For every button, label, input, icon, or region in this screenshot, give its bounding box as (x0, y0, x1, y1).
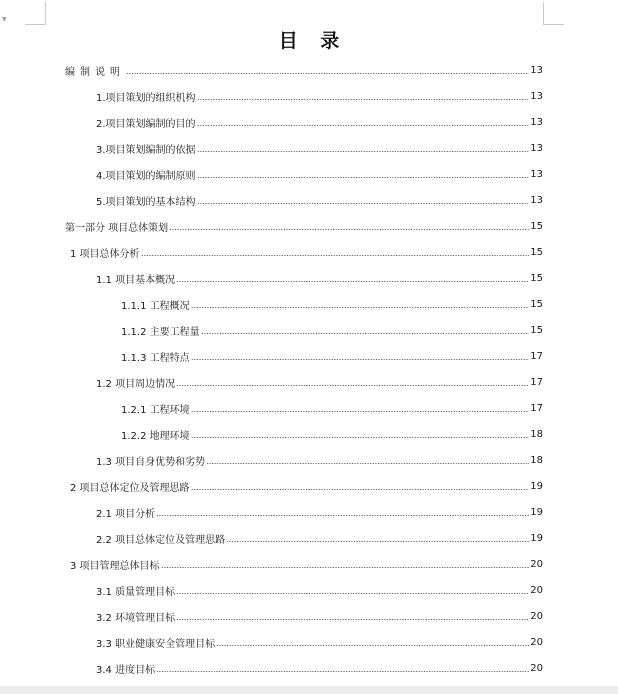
toc-entry[interactable] (0, 135, 543, 161)
toc-entry-label: 1.2 项目周边情况 (96, 378, 176, 390)
toc-entry[interactable] (0, 629, 543, 655)
toc-entry-page: 13 (530, 116, 543, 128)
toc-entry[interactable] (0, 343, 543, 369)
toc-entry[interactable] (0, 213, 543, 239)
toc-entry-page: 17 (530, 402, 543, 414)
toc-entry[interactable] (0, 109, 543, 135)
toc-entry-label: 1.1.3 工程特点 (121, 352, 190, 364)
toc-entry[interactable] (0, 239, 543, 265)
toc-entry-page: 17 (530, 376, 543, 388)
toc-entry-label: 1.3 项目自身优势和劣势 (96, 456, 206, 468)
toc-entry[interactable] (0, 265, 543, 291)
toc-entry[interactable] (0, 369, 543, 395)
dot-leader (197, 169, 530, 179)
toc-entry-label: 1.项目策划的组织机构 (96, 92, 196, 104)
toc-entry-page: 13 (530, 90, 543, 102)
toc-entry[interactable] (0, 291, 543, 317)
dot-leader (226, 533, 529, 543)
toc-entry-label: 1.2.1 工程环境 (121, 404, 190, 416)
table-of-contents (0, 57, 618, 681)
dot-leader (191, 351, 530, 361)
toc-entry[interactable] (0, 577, 543, 603)
toc-entry-page: 15 (530, 220, 543, 232)
dot-leader (197, 195, 530, 205)
toc-entry-label: 3 项目管理总体目标 (70, 560, 160, 572)
toc-entry-page: 19 (530, 480, 543, 492)
toc-entry-label: 2.2 项目总体定位及管理思路 (96, 534, 226, 546)
dot-leader (176, 611, 529, 621)
dot-leader (126, 65, 529, 75)
toc-entry-page: 13 (530, 64, 543, 76)
toc-entry[interactable] (0, 473, 543, 499)
dot-leader (156, 507, 529, 517)
toc-entry[interactable] (0, 395, 543, 421)
toc-entry[interactable] (0, 499, 543, 525)
crop-mark-top-right (543, 2, 564, 25)
toc-entry-page: 17 (530, 350, 543, 362)
toc-entry-page: 15 (530, 298, 543, 310)
toc-entry[interactable] (0, 57, 543, 83)
toc-entry-page: 20 (530, 610, 543, 622)
toc-entry-label: 3.项目策划编制的依据 (96, 144, 196, 156)
toc-title: 目 录 (278, 30, 348, 52)
dot-leader (191, 429, 530, 439)
toc-entry-page: 15 (530, 324, 543, 336)
dot-leader (206, 455, 529, 465)
dot-leader (176, 585, 529, 595)
dot-leader (197, 91, 530, 101)
toc-entry-label: 1.2.2 地理环境 (121, 430, 190, 442)
toc-entry[interactable] (0, 187, 543, 213)
dot-leader (161, 559, 530, 569)
toc-entry-page: 18 (530, 454, 543, 466)
toc-entry[interactable] (0, 421, 543, 447)
dot-leader (216, 637, 529, 647)
dot-leader (201, 325, 530, 335)
dot-leader (156, 663, 529, 673)
toc-entry-page: 18 (530, 428, 543, 440)
toc-entry-label: 5.项目策划的基本结构 (96, 196, 196, 208)
toc-entry-label: 2.项目策划编制的目的 (96, 118, 196, 130)
toc-entry-label: 1.1 项目基本概况 (96, 274, 176, 286)
page-bottom-edge (0, 686, 618, 694)
toc-entry-label: 3.3 职业健康安全管理目标 (96, 638, 216, 650)
toc-entry-label: 4.项目策划的编制原则 (96, 170, 196, 182)
toc-entry-page: 20 (530, 558, 543, 570)
toc-entry-page: 19 (530, 532, 543, 544)
toc-entry[interactable] (0, 551, 543, 577)
toc-entry[interactable] (0, 655, 543, 681)
toc-entry-label: 第一部分 项目总体策划 (65, 222, 169, 234)
toc-entry-page: 20 (530, 584, 543, 596)
toc-entry-page: 13 (530, 142, 543, 154)
dot-leader (176, 273, 529, 283)
toc-entry-page: 13 (530, 168, 543, 180)
dot-leader (169, 221, 529, 231)
toc-entry-label: 3.4 进度目标 (96, 664, 156, 676)
dot-leader (197, 117, 530, 127)
toc-entry-page: 20 (530, 662, 543, 674)
toc-entry-label: 1 项目总体分析 (70, 248, 140, 260)
dot-leader (191, 481, 530, 491)
toc-entry[interactable] (0, 317, 543, 343)
toc-entry[interactable] (0, 83, 543, 109)
toc-entry[interactable] (0, 161, 543, 187)
dot-leader (176, 377, 529, 387)
dot-leader (191, 299, 530, 309)
toc-entry-page: 15 (530, 272, 543, 284)
toc-entry[interactable] (0, 525, 543, 551)
toc-entry-label: 3.2 环境管理目标 (96, 612, 176, 624)
toc-entry[interactable] (0, 447, 543, 473)
toc-entry-page: 13 (530, 194, 543, 206)
toc-entry-label: 编制说明 (65, 66, 125, 78)
toc-entry-page: 19 (530, 506, 543, 518)
toc-entry-label: 1.1.2 主要工程量 (121, 326, 200, 338)
dot-leader (141, 247, 530, 257)
toc-entry-label: 1.1.1 工程概况 (121, 300, 190, 312)
toc-entry-page: 20 (530, 636, 543, 648)
crop-mark-top-left (25, 2, 46, 25)
toc-entry-page: 15 (530, 246, 543, 258)
toc-entry-label: 2.1 项目分析 (96, 508, 156, 520)
toc-entry-label: 2 项目总体定位及管理思路 (70, 482, 190, 494)
dot-leader (191, 403, 530, 413)
toc-entry-label: 3.1 质量管理目标 (96, 586, 176, 598)
dot-leader (197, 143, 530, 153)
toc-entry[interactable] (0, 603, 543, 629)
caret-down-icon: ▼ (2, 16, 7, 23)
